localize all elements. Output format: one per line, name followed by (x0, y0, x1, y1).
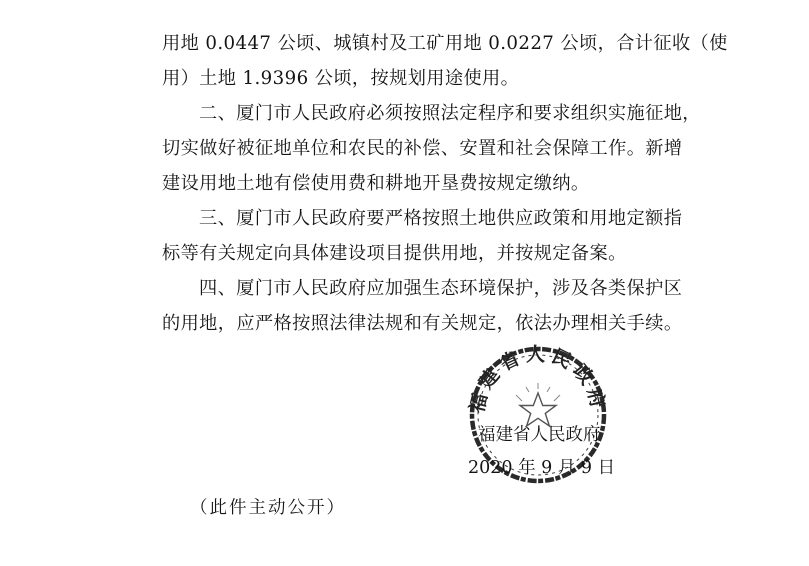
paragraph-1-line-2: 用）土地 1.9396 公顷，按规划用途使用。 (162, 68, 520, 89)
paragraph-3-line-1: 三、厦门市人民政府要严格按照土地供应政策和用地定额指 (199, 208, 683, 229)
seal-star-icon (520, 393, 556, 426)
paragraph-4-line-1: 四、厦门市人民政府应加强生态环境保护，涉及各类保护区 (199, 278, 683, 299)
paragraph-3-line-2: 标等有关规定向具体建设项目提供用地，并按规定备案。 (162, 243, 627, 264)
seal-ring-text: 福建省人民政府 (466, 343, 610, 415)
paragraph-1-line-1: 用地 0.0447 公顷、城镇村及工矿用地 0.0227 公顷，合计征收（使 (162, 33, 728, 54)
signature-date: 2020 年 9 月 9 日 (468, 458, 616, 478)
paragraph-4-line-2: 的用地，应严格按照法律法规和有关规定，依法办理相关手续。 (162, 313, 683, 334)
signature-issuer: 福建省人民政府 (478, 425, 601, 445)
paragraph-2-line-2: 切实做好被征地单位和农民的补偿、安置和社会保障工作。新增 (162, 138, 683, 159)
paragraph-2-line-3: 建设用地土地有偿使用费和耕地开垦费按规定缴纳。 (162, 173, 590, 194)
disclosure-note: （此件主动公开） (190, 498, 346, 518)
paragraph-2-line-1: 二、厦门市人民政府必须按照法定程序和要求组织实施征地， (199, 103, 701, 124)
